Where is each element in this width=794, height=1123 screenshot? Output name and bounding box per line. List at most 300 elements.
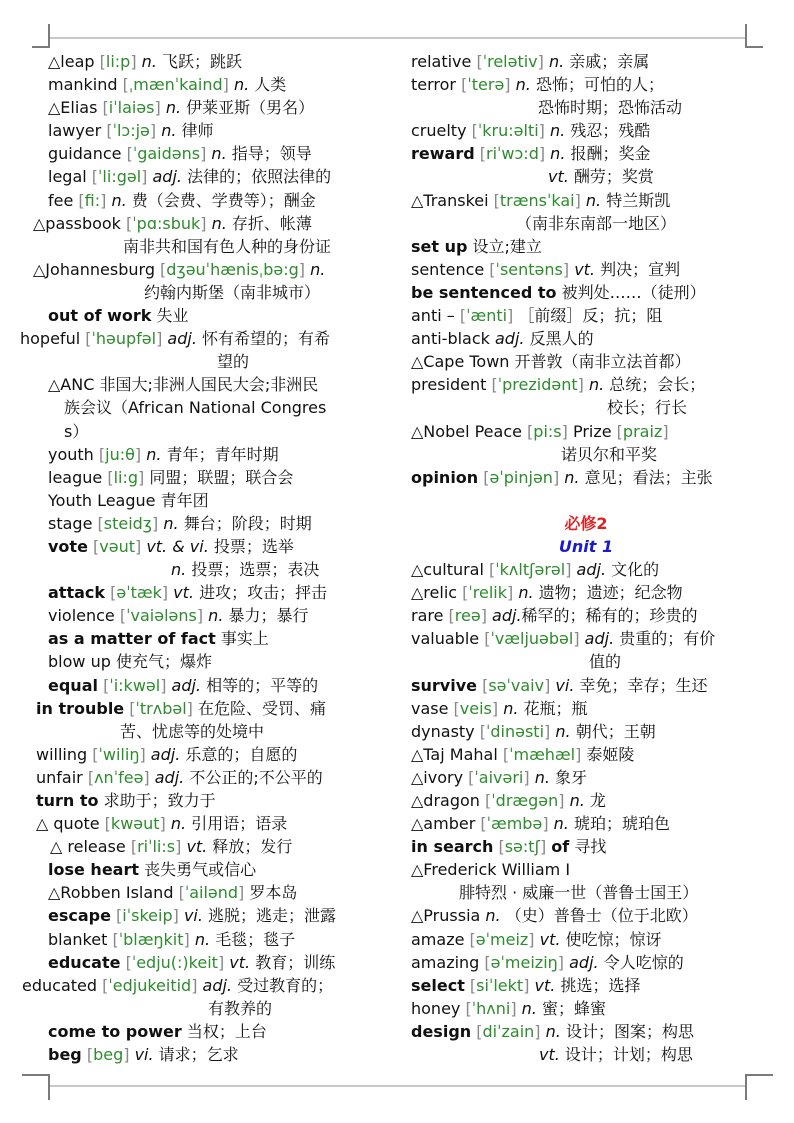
headword: design — [411, 1021, 472, 1041]
vocab-entry — [18, 304, 378, 327]
meaning: 投票；选举 — [213, 536, 294, 556]
phonetic: li:g — [113, 467, 138, 487]
phonetic: veis — [459, 698, 492, 718]
vocab-entry — [18, 327, 378, 350]
bracket-open: [ — [466, 121, 478, 141]
headword: valuable — [411, 629, 480, 649]
meaning: 南非共和国有色人种的身份证 — [123, 236, 332, 256]
meaning: 挑选；选择 — [560, 975, 641, 995]
bracket-open: [ — [486, 375, 498, 395]
vocab-entry — [18, 604, 378, 627]
bracket-open: [ — [107, 929, 119, 949]
headword: anti – — [411, 306, 455, 326]
bracket-open: [ — [497, 744, 510, 764]
part-of-speech: n. — [208, 606, 224, 626]
bracket-open: [ — [154, 259, 167, 279]
part-of-speech: vi. — [134, 1045, 154, 1065]
meaning: 当权；上台 — [186, 1021, 267, 1041]
footer-rule — [48, 1085, 746, 1087]
vocab-entry — [18, 50, 378, 73]
headword: △Transkei — [411, 190, 489, 210]
bracket-open: [ — [456, 75, 468, 95]
phonetic: fi: — [84, 190, 101, 210]
phonetic: ˈænti — [466, 306, 508, 326]
meaning: 蜜；蜂蜜 — [541, 998, 606, 1018]
entry-continuation — [411, 396, 761, 419]
part-of-speech: adj. — [154, 767, 185, 787]
part-of-speech: n. — [588, 375, 605, 395]
headword: in search — [411, 837, 494, 857]
phonetic: ˈedju(:)keit — [131, 952, 218, 972]
vocab-entry — [18, 96, 378, 119]
meaning: 进攻；攻击；抨击 — [199, 583, 328, 603]
headword: opinion — [411, 467, 479, 487]
meaning: 判决；宣判 — [600, 259, 681, 279]
phonetic: ˈdrægən — [491, 791, 559, 810]
bracket-open: [ — [102, 467, 114, 487]
headword-extra: Prize — [572, 421, 612, 441]
headword: hopeful — [20, 329, 81, 349]
bracket-open: [ — [86, 167, 99, 187]
part-of-speech: n. — [503, 698, 519, 718]
vocab-entry — [411, 466, 761, 489]
entry-continuation — [18, 720, 378, 743]
headword: sentence — [411, 259, 485, 279]
headword: △ release — [50, 837, 126, 857]
headword: △Elias — [48, 98, 98, 118]
meaning: 青年团 — [160, 490, 209, 510]
headword: violence — [48, 606, 115, 626]
bracket-close: ] — [298, 259, 311, 279]
vocab-entry — [18, 674, 378, 697]
vocab-entry — [18, 489, 378, 512]
part-of-speech: vt. — [548, 167, 569, 187]
bracket-close: ] — [507, 583, 519, 603]
entry-continuation — [18, 558, 378, 581]
headword: mankind — [48, 75, 118, 95]
part-of-speech: adj. — [492, 606, 522, 626]
meaning: 报酬；奖金 — [570, 144, 651, 164]
vocab-entry — [411, 904, 761, 927]
headword: unfair — [36, 767, 83, 787]
meaning: s） — [64, 421, 89, 441]
headword: blow up — [48, 652, 111, 672]
phonetic: ˈlɔ:jə — [112, 121, 150, 141]
bracket-close: ] — [544, 675, 556, 695]
vocab-entry — [411, 189, 761, 212]
part-of-speech: adj. — [576, 560, 607, 580]
bracket-open: [ — [124, 698, 136, 718]
bracket-open: [ — [448, 698, 460, 718]
bracket-close: ] — [191, 975, 203, 995]
headword: △Prussia — [411, 906, 481, 926]
vocab-entry — [411, 674, 761, 697]
bracket-open: [ — [80, 329, 92, 349]
vocab-entry — [411, 73, 761, 96]
phonetic: ˈedjukeitid — [108, 975, 192, 995]
bracket-close: ] — [539, 837, 552, 857]
vocabulary-column-left — [18, 50, 378, 1066]
bracket-open: [ — [110, 906, 123, 926]
phonetic: ˈdinəsti — [485, 721, 545, 741]
meaning: 意见；看法；主张 — [584, 467, 713, 487]
bracket-open: [ — [117, 75, 129, 95]
headword: president — [411, 375, 487, 395]
phonetic: ˈi:kwəl — [109, 675, 161, 695]
bracket-close: ] — [183, 929, 195, 949]
phonetic: riˈli:s — [137, 837, 176, 857]
phonetic: iˈskeip — [122, 906, 173, 926]
meaning: 失业 — [156, 306, 189, 326]
meaning: 人类 — [254, 75, 287, 95]
meaning: 使充气；爆炸 — [115, 652, 212, 672]
bracket-open: [ — [81, 1045, 94, 1065]
headword: educated — [22, 975, 98, 995]
bracket-close: ] — [161, 583, 174, 603]
bracket-close: ] — [480, 606, 493, 626]
headword: willing — [36, 744, 88, 764]
bracket-open: [ — [173, 883, 185, 903]
vocab-entry — [18, 697, 378, 720]
bracket-open: [ — [464, 975, 477, 995]
headword: blanket — [48, 929, 108, 949]
bracket-close: ] — [565, 560, 577, 580]
part-of-speech: vt. — [539, 1045, 560, 1065]
vocab-entry — [18, 466, 378, 489]
part-of-speech: adj. — [171, 675, 202, 695]
vocab-entry — [18, 1020, 378, 1043]
meaning: 法律的；依照法律的 — [187, 167, 332, 187]
meaning: 值的 — [589, 652, 622, 672]
bracket-close: ] — [523, 767, 535, 787]
crop-mark-bottom-left — [22, 1074, 50, 1100]
bracket-close: ] — [139, 744, 151, 764]
meaning: 望的 — [217, 352, 250, 372]
part-of-speech: n. — [549, 121, 566, 141]
bracket-open: [ — [475, 814, 487, 834]
meaning: 律师 — [181, 121, 214, 141]
part-of-speech: n. — [165, 98, 182, 118]
bracket-open: [ — [479, 629, 491, 649]
vocab-entry — [411, 743, 761, 766]
part-of-speech: adj. — [495, 329, 525, 349]
phonetic: ˈpɑ:sbuk — [132, 213, 201, 233]
phonetic: səˈvaiv — [488, 675, 545, 695]
headword: stage — [48, 513, 93, 533]
phonetic: ˈrelik — [468, 583, 508, 603]
meaning: 舞台；阶段；时期 — [183, 513, 312, 533]
vocab-entry — [411, 142, 761, 165]
phonetic: diˈzain — [482, 1021, 535, 1041]
meaning: 设立;建立 — [472, 236, 542, 256]
meaning: 使吃惊；惊讶 — [565, 929, 662, 949]
headword-suffix: of — [551, 837, 570, 857]
meaning: 花瓶；瓶 — [523, 698, 588, 718]
meaning: 文化的 — [611, 560, 660, 580]
part-of-speech: adj. — [167, 329, 197, 349]
meaning: 青年；青年时期 — [166, 444, 279, 464]
bracket-open: [ — [460, 998, 472, 1018]
headword: honey — [411, 998, 461, 1018]
headword: youth — [48, 444, 94, 464]
meaning: 投票；选票；表决 — [191, 560, 320, 580]
vocab-entry — [411, 604, 761, 627]
headword: attack — [48, 583, 106, 603]
bracket-open: [ — [474, 144, 486, 164]
phonetic: ˈæmbə — [486, 814, 543, 834]
part-of-speech: n. — [569, 791, 585, 810]
phonetic: iˈlaiəs — [108, 98, 155, 118]
meaning: 设计；图案；构思 — [565, 1021, 694, 1041]
meaning: 遗物；遗迹；纪念物 — [538, 583, 683, 603]
vocab-entry — [411, 720, 761, 743]
vocab-entry — [18, 1043, 378, 1066]
bracket-open: [ — [521, 421, 534, 441]
bracket-close: ] — [573, 629, 585, 649]
phonetic: ˈaivəri — [474, 767, 524, 787]
part-of-speech: vt. — [229, 952, 251, 972]
phonetic: pi:s — [533, 421, 562, 441]
headword: escape — [48, 906, 111, 926]
part-of-speech: n. — [545, 1021, 561, 1041]
vocab-entry — [18, 373, 378, 396]
headword: set up — [411, 236, 468, 256]
vocab-entry — [18, 258, 378, 281]
bracket-open: [ — [479, 952, 491, 972]
phonetic: ˈailənd — [184, 883, 239, 903]
meaning: 怀有希望的；有希 — [202, 329, 331, 349]
headword: △leap — [48, 52, 95, 71]
vocab-entry — [411, 235, 761, 258]
phonetic: əˈmeiz — [475, 929, 529, 949]
bracket-close: ] — [130, 52, 142, 71]
headword: reward — [411, 144, 475, 164]
bracket-open: [ — [73, 190, 85, 210]
bracket-close: ] — [160, 675, 172, 695]
bracket-close: ] — [534, 1021, 546, 1041]
part-of-speech: n. — [161, 121, 177, 141]
bracket-open: [ — [92, 513, 104, 533]
part-of-speech: adj. — [152, 167, 182, 187]
meaning: 幸免；幸存；生还 — [579, 675, 708, 695]
phonetic: siˈlekt — [476, 975, 524, 995]
headword: dynasty — [411, 721, 475, 741]
bracket-close: ] — [577, 375, 589, 395]
bracket-close: ] — [152, 513, 164, 533]
part-of-speech: n. — [564, 467, 580, 487]
phonetic: ˈblæŋkit — [118, 929, 184, 949]
part-of-speech: vt. — [534, 975, 556, 995]
phonetic: əˈtæk — [116, 583, 162, 603]
phonetic: ˈli:gəl — [98, 167, 142, 187]
bracket-close: ] — [562, 259, 575, 279]
headword: league — [48, 467, 103, 487]
headword: be sentenced to — [411, 282, 557, 302]
vocab-entry — [18, 581, 378, 604]
part-of-speech: n. — [553, 814, 569, 834]
meaning: 寻找 — [574, 837, 607, 857]
section-title: 必修2 — [564, 513, 608, 533]
meaning: 相等的；平等的 — [206, 675, 319, 695]
meaning: 非国大;非洲人国民大会;非洲民 — [99, 375, 319, 395]
bracket-close: ] — [100, 190, 112, 210]
vocab-entry — [18, 443, 378, 466]
phonetic: ˈgaidəns — [132, 144, 201, 164]
meaning: 龙 — [589, 791, 606, 810]
bracket-open: [ — [478, 467, 490, 487]
phonetic: ˈvæljuəbəl — [490, 629, 574, 649]
bracket-open: [ — [483, 560, 496, 580]
part-of-speech: n. — [233, 75, 250, 95]
bracket-open: [ — [94, 52, 106, 71]
entry-continuation — [411, 212, 761, 235]
headword: legal — [48, 167, 87, 187]
phonetic: ˈwiliŋ — [98, 744, 140, 764]
part-of-speech: n. — [485, 906, 501, 926]
part-of-speech: n. — [146, 444, 162, 464]
bracket-open: [ — [464, 929, 476, 949]
headword: △cultural — [411, 560, 484, 580]
entry-continuation — [411, 443, 761, 466]
part-of-speech: n. — [171, 560, 187, 580]
entry-continuation — [411, 650, 761, 673]
entry-continuation — [18, 396, 378, 419]
headword: amazing — [411, 952, 480, 972]
headword: vote — [48, 536, 88, 556]
meaning: 存折、帐薄 — [231, 213, 312, 233]
meaning: 残忍；残酷 — [570, 121, 651, 141]
vocab-entry — [18, 835, 378, 858]
part-of-speech: n. — [111, 190, 127, 210]
bracket-close: ] — [172, 906, 184, 926]
headword: out of work — [48, 306, 152, 326]
headword: △Cape Town — [411, 352, 510, 372]
part-of-speech: adj. — [569, 952, 599, 972]
bracket-open: [ — [82, 767, 95, 787]
bracket-close: ] — [504, 75, 516, 95]
bracket-close: ] — [141, 167, 153, 187]
entry-continuation — [18, 281, 378, 304]
meaning: 恐怖时期；恐怖活动 — [538, 98, 683, 118]
headword: △Robben Island — [48, 883, 174, 903]
vocab-entry — [411, 928, 761, 951]
bracket-close: ] — [558, 791, 570, 810]
bracket-open: [ — [457, 583, 469, 603]
entry-continuation — [411, 96, 761, 119]
headword: △Frederick William I — [411, 860, 571, 880]
part-of-speech: vi. — [183, 906, 203, 926]
vocab-entry — [18, 73, 378, 96]
header-rule — [48, 37, 746, 39]
phonetic: beg — [93, 1045, 124, 1065]
meaning: 引用语；语录 — [191, 814, 288, 834]
bracket-close: ] — [200, 213, 212, 233]
part-of-speech: n. — [555, 721, 571, 741]
part-of-speech: vi. — [555, 675, 575, 695]
bracket-close: ] — [538, 144, 551, 164]
meaning: （南非东南部一地区） — [516, 213, 677, 233]
meaning: 受过教育的； — [237, 975, 334, 995]
meaning: 琥珀；琥珀色 — [573, 814, 670, 834]
phonetic: vəut — [99, 536, 135, 556]
meaning: 飞跃；跳跃 — [161, 52, 242, 71]
phonetic: ju:θ — [105, 444, 135, 464]
phonetic: steidʒ — [103, 513, 153, 533]
vocab-entry — [18, 951, 378, 974]
bracket-close: ] — [154, 98, 166, 118]
vocab-entry — [18, 119, 378, 142]
part-of-speech: n. — [515, 75, 531, 95]
entry-continuation — [411, 165, 761, 188]
part-of-speech: n. — [550, 144, 566, 164]
vocab-entry — [411, 304, 761, 327]
entry-continuation — [18, 235, 378, 258]
phonetic: sə:tʃ — [504, 837, 540, 857]
headword: beg — [48, 1045, 82, 1065]
entry-continuation — [411, 1043, 761, 1066]
headword: △Johannesburg — [33, 259, 155, 279]
meaning: 诺贝尔和平奖 — [561, 444, 658, 464]
bracket-close: ] — [217, 952, 230, 972]
bracket-close: ] — [149, 121, 162, 141]
bracket-open: [ — [474, 721, 486, 741]
bracket-close: ] — [574, 190, 586, 210]
meaning: 有教养的 — [208, 998, 273, 1018]
meaning: 朝代；王朝 — [575, 721, 656, 741]
entry-continuation — [18, 997, 378, 1020]
bracket-open: [ — [97, 98, 109, 118]
bracket-close: ] — [537, 52, 549, 71]
bracket-open: [ — [488, 190, 500, 210]
bracket-close: ] — [542, 814, 554, 834]
bracket-open: [ — [97, 975, 109, 995]
meaning: 腓特烈 · 威廉一世（普鲁士国王） — [459, 883, 699, 903]
part-of-speech: n. — [534, 767, 550, 787]
entry-continuation — [411, 881, 761, 904]
bracket-close: ] — [143, 767, 155, 787]
bracket-open: [ — [93, 444, 106, 464]
phonetic: ʌnˈfeə — [94, 767, 144, 787]
vocab-entry — [411, 281, 761, 304]
headword: △relic — [411, 583, 458, 603]
bracket-close: ] — [134, 536, 147, 556]
bracket-close: ] — [662, 421, 669, 441]
part-of-speech: vt. — [173, 583, 194, 603]
vocab-entry — [411, 581, 761, 604]
bracket-close: ] — [138, 467, 150, 487]
phonetic: ˈhəupfəl — [91, 329, 157, 349]
bracket-open: [ — [99, 814, 111, 834]
meaning: 象牙 — [555, 767, 588, 787]
vocab-entry — [411, 350, 761, 373]
meaning: 同盟；联盟；联合会 — [149, 467, 294, 487]
bracket-open: [ — [125, 837, 138, 857]
blank-line — [411, 489, 761, 512]
part-of-speech: n. — [211, 213, 227, 233]
meaning: 令人吃惊的 — [603, 952, 684, 972]
bracket-open: [ — [114, 606, 127, 626]
part-of-speech: n. — [518, 583, 534, 603]
headword: anti-black — [411, 329, 490, 349]
vocab-entry — [411, 766, 761, 789]
bracket-close: ] — [134, 444, 147, 464]
meaning: 恐怖；可怕的人； — [535, 75, 664, 95]
vocab-entry — [18, 974, 378, 997]
meaning: 教育；训练 — [255, 952, 336, 972]
vocab-entry — [411, 627, 761, 650]
meaning: 苦、忧虑等的处境中 — [120, 721, 265, 741]
phonetic: li:p — [105, 52, 131, 71]
